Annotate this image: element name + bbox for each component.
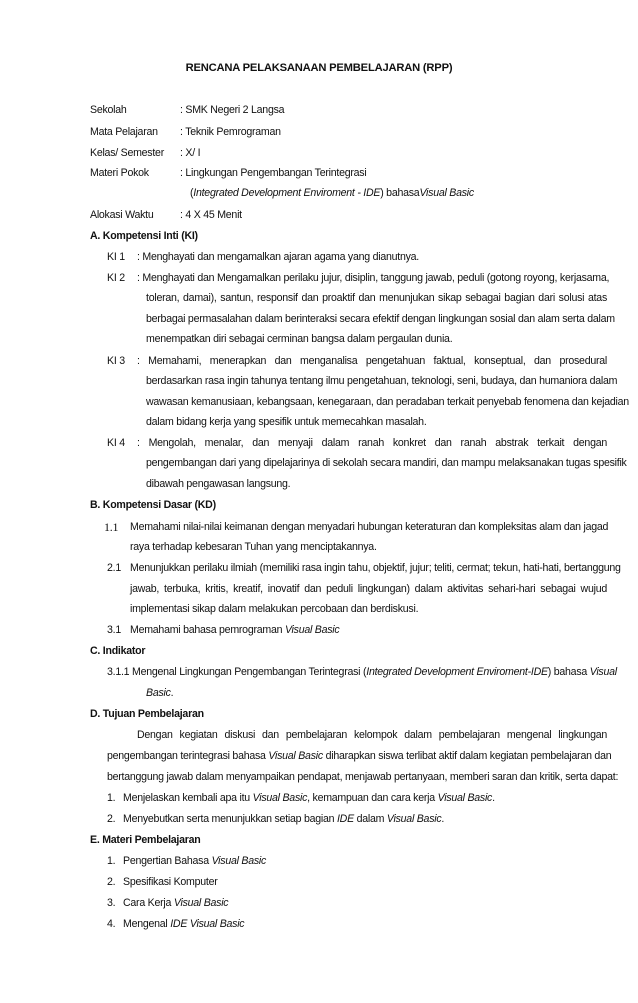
materi-item-3-number: 3. — [107, 897, 116, 909]
mapel-label: Mata Pelajaran — [90, 126, 158, 138]
ki4-number: KI 4 — [107, 437, 125, 449]
tujuan-item-2: Menyebutkan serta menunjukkan setiap bagian IDE dalam Visual Basic. — [123, 813, 445, 825]
ki2-line-2: toleran, damai), santun, responsif dan proaktif dan menunjukan sikap sebagai bagian dari solusi atas — [146, 292, 607, 304]
page-title: RENCANA PELAKSANAAN PEMBELAJARAN (RPP) — [185, 62, 453, 74]
materi-item-3: Cara Kerja Visual Basic — [123, 897, 229, 909]
section-b-heading: B. Kompetensi Dasar (KD) — [90, 499, 216, 511]
tujuan-item-1: Menjelaskan kembali apa itu Visual Basic, kemampuan dan cara kerja Visual Basic. — [123, 792, 495, 804]
indikator-line-1: 3.1.1 Mengenal Lingkungan Pengembangan Terintegrasi (Integrated Development Enviroment-IDE) bahasa Visual — [107, 666, 617, 678]
sekolah-label: Sekolah — [90, 104, 127, 116]
ki4-line-2: pengembangan dari yang dipelajarinya di sekolah secara mandiri, dan mampu melaksanakan tugas spesifik — [146, 457, 627, 469]
section-d-heading: D. Tujuan Pembelajaran — [90, 708, 204, 720]
waktu-value: : 4 X 45 Menit — [180, 209, 242, 221]
materi-value: : Lingkungan Pengembangan Terintegrasi — [180, 167, 367, 179]
kd-1-1-line-1: Memahami nilai-nilai keimanan dengan menyadari hubungan keteraturan dan kompleksitas alam dan jagad — [130, 521, 609, 533]
waktu-label: Alokasi Waktu — [90, 209, 154, 221]
materi-item-2-number: 2. — [107, 876, 116, 888]
kelas-label: Kelas/ Semester — [90, 147, 164, 159]
kd-2-1-line-3: implementasi sikap dalam melakukan percobaan dan berdiskusi. — [130, 603, 419, 615]
materi-item-4: Mengenal IDE Visual Basic — [123, 918, 245, 930]
ki3-line-2: berdasarkan rasa ingin tahunya tentang ilmu pengetahuan, teknologi, seni, budaya, dan humaniora dalam — [146, 375, 618, 387]
ki1-text: : Menghayati dan mengamalkan ajaran agama yang dianutnya. — [137, 251, 419, 263]
materi-item-2: Spesifikasi Komputer — [123, 876, 218, 888]
materi-label: Materi Pokok — [90, 167, 149, 179]
section-e-heading: E. Materi Pembelajaran — [90, 834, 201, 846]
materi-value-line2: (Integrated Development Enviroment - IDE) bahasaVisual Basic — [190, 187, 474, 199]
section-c-heading: C. Indikator — [90, 645, 146, 657]
ki2-number: KI 2 — [107, 272, 125, 284]
tujuan-item-1-number: 1. — [107, 792, 116, 804]
mapel-value: : Teknik Pemrograman — [180, 126, 281, 138]
tujuan-paragraph-line-3: bertanggung jawab dalam menyampaikan pendapat, menjawab pertanyaan, memberi saran dan kritik, serta dapat: — [107, 771, 619, 783]
tujuan-paragraph-line-1: Dengan kegiatan diskusi dan pembelajaran kelompok dalam pembelajaran mengenal lingkungan — [137, 729, 607, 741]
materi-item-4-number: 4. — [107, 918, 116, 930]
kd-3-1-text: Memahami bahasa pemrograman Visual Basic — [130, 624, 340, 636]
kd-2-1-line-1: Menunjukkan perilaku ilmiah (memiliki rasa ingin tahu, objektif, jujur; teliti, cermat; tekun, hati-hati, bertanggung — [130, 562, 621, 574]
kd-2-1-line-2: jawab, terbuka, kritis, kreatif, inovatif dan peduli lingkungan) dalam aktivitas sehari-hari sebagai wujud — [130, 583, 607, 595]
ki2-line-4: menempatkan diri sebagai cerminan bangsa dalam pergaulan dunia. — [146, 333, 453, 345]
sekolah-value: : SMK Negeri 2 Langsa — [180, 104, 285, 116]
kd-2-1-number: 2.1 — [107, 562, 121, 574]
ki3-number: KI 3 — [107, 355, 125, 367]
ki4-line-1: : Mengolah, menalar, dan menyaji dalam ranah konkret dan ranah abstrak terkait dengan — [137, 437, 607, 449]
materi-item-1: Pengertian Bahasa Visual Basic — [123, 855, 267, 867]
ki2-line-1: : Menghayati dan Mengamalkan perilaku jujur, disiplin, tanggung jawab, peduli (gotong royong, kerjasama, — [137, 272, 610, 284]
section-a-heading: A. Kompetensi Inti (KI) — [90, 230, 198, 242]
kelas-value: : X/ I — [180, 147, 201, 159]
tujuan-item-2-number: 2. — [107, 813, 116, 825]
materi-item-1-number: 1. — [107, 855, 116, 867]
ki3-line-1: : Memahami, menerapkan dan menganalisa pengetahuan faktual, konseptual, dan prosedural — [137, 355, 607, 367]
kd-1-1-number: 1.1 — [104, 520, 119, 534]
ki2-line-3: berbagai permasalahan dalam berinteraksi secara efektif dengan lingkungan sosial dan alam serta dalam — [146, 313, 615, 325]
indikator-line-2: Basic. — [146, 687, 174, 699]
kd-1-1-line-2: raya terhadap kebesaran Tuhan yang menciptakannya. — [130, 541, 377, 553]
ki4-line-3: dibawah pengawasan langsung. — [146, 478, 291, 490]
ki3-line-4: dalam bidang kerja yang spesifik untuk memecahkan masalah. — [146, 416, 427, 428]
ki3-line-3: wawasan kemanusiaan, kebangsaan, kenegaraan, dan peradaban terkait penyebab fenomena dan kejadian — [146, 396, 629, 408]
kd-3-1-number: 3.1 — [107, 624, 121, 636]
ki1-number: KI 1 — [107, 251, 125, 263]
tujuan-paragraph-line-2: pengembangan terintegrasi bahasa Visual Basic diharapkan siswa terlibat aktif dalam kegiatan pembelajaran dan — [107, 750, 612, 762]
